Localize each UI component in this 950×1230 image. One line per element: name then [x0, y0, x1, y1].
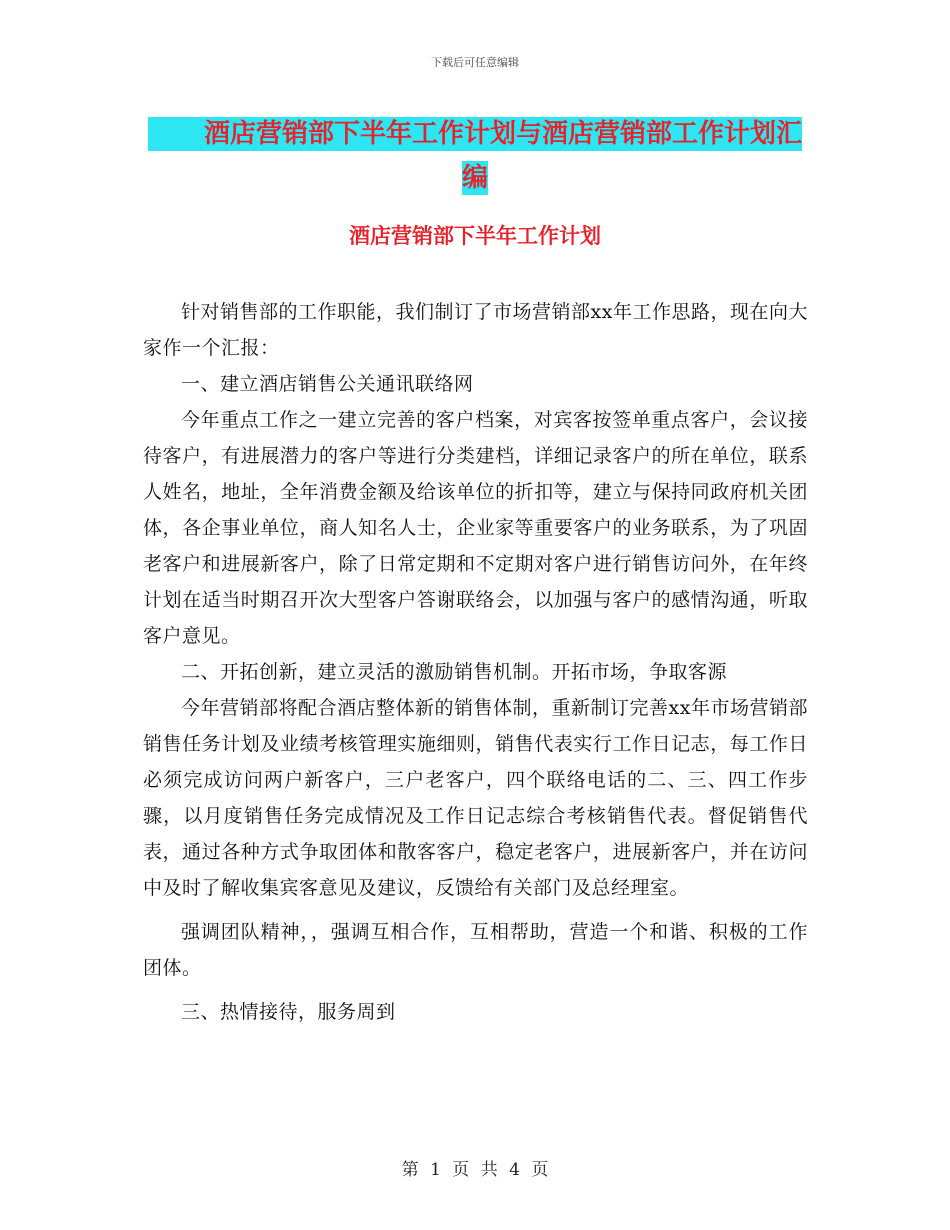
paragraph-intro: 针对销售部的工作职能，我们制订了市场营销部xx年工作思路，现在向大家作一个汇报： — [143, 301, 808, 359]
heading-three: 三、热情接待，服务周到 — [181, 1001, 396, 1023]
header-note: 下载后可任意编辑 — [431, 56, 519, 69]
page-footer: 第 1 页 共 4 页 — [401, 1160, 549, 1180]
document-body — [143, 294, 808, 1030]
document-title-line-2: 编 — [461, 163, 488, 193]
paragraph-team: 强调团队精神，，强调互相合作，互相帮助，营造一个和谐、积极的工作团体。 — [143, 921, 808, 979]
heading-two: 二、开拓创新，建立灵活的激励销售机制。开拓市场，争取客源 — [181, 661, 728, 683]
paragraph-two: 今年营销部将配合酒店整体新的销售体制，重新制订完善xx年市场营销部销售任务计划及业绩考核管理实施细则，销售代表实行工作日记志，每工作日必须完成访问两户新客户，三户老客户，四个联络电话的二、三、四工作步骤，以月度销售任务完成情况及工作日记志综合考核销售代表。督促销售代表，通过各种方式争取团体和散客客户，稳定老客户，进展新客户，并在访问中及时了解收集宾客意见及建议，反馈给有关部门及总经理室。 — [143, 697, 808, 899]
document-title-line-1: 酒店营销部下半年工作计划与酒店营销部工作计划汇 — [148, 117, 802, 151]
section-title: 酒店营销部下半年工作计划 — [349, 223, 601, 248]
paragraph-one: 今年重点工作之一建立完善的客户档案，对宾客按签单重点客户，会议接待客户，有进展潜力的客户等进行分类建档，详细记录客户的所在单位，联系人姓名，地址，全年消费金额及给该单位的折扣等，建立与保持同政府机关团体，各企事业单位，商人知名人士，企业家等重要客户的业务联系，为了巩固老客户和进展新客户，除了日常定期和不定期对客户进行销售访问外，在年终计划在适当时期召开次大型客户答谢联络会，以加强与客户的感情沟通，听取客户意见。 — [143, 409, 808, 647]
document-title — [140, 112, 810, 200]
heading-one: 一、建立酒店销售公关通讯联络网 — [181, 373, 474, 395]
